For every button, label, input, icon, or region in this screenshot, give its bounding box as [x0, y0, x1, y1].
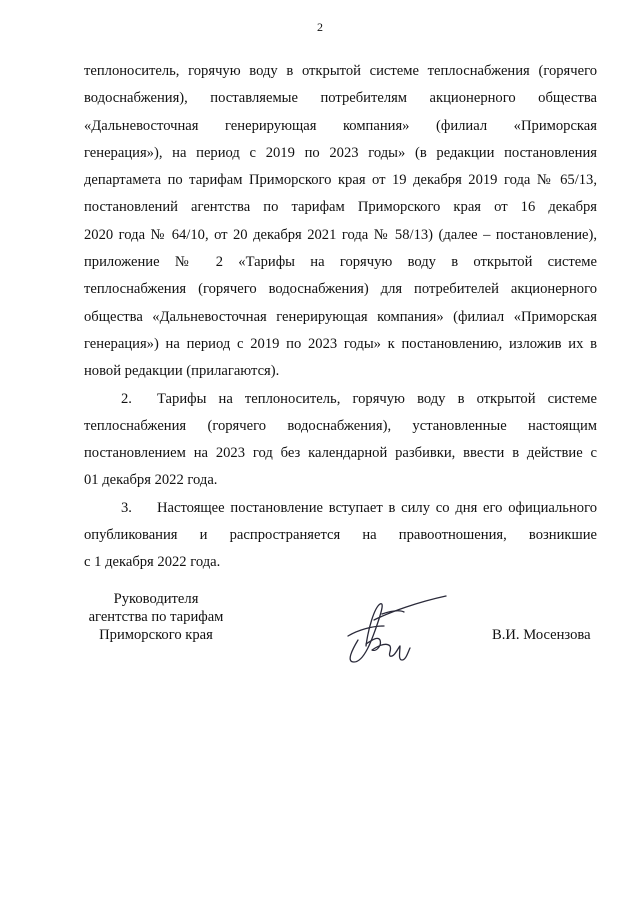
text-line: департамета по тарифам Приморского края от 19 декабря 2019 года № 65/13,	[84, 172, 597, 189]
handwritten-signature-icon	[338, 590, 450, 665]
signer-name: В.И. Мосензова	[492, 627, 591, 643]
text-line	[84, 495, 597, 522]
text-line: водоснабжения), поставляемые потребителям акционерного общества	[84, 90, 597, 107]
text-line: приложение № 2 «Тарифы на горячую воду в открытой системе	[84, 254, 597, 271]
text-line: теплоноситель, горячую воду в открытой системе теплоснабжения (горячего	[84, 63, 597, 79]
text-line: постановлений агентства по тарифам Приморского края от 16 декабря	[84, 199, 597, 216]
signer-title-line: Руководителя	[113, 591, 199, 607]
text-line: теплоснабжения (горячего водоснабжения), установленные настоящим	[84, 417, 597, 434]
signer-title-line: Приморского края	[99, 627, 213, 644]
signer-title	[76, 590, 236, 645]
item-number: 2.	[121, 390, 132, 407]
text-line: общества «Дальневосточная генерирующая компания» (филиал «Приморская	[84, 308, 597, 325]
paragraph-item-2	[84, 386, 597, 495]
item-number: 3.	[121, 499, 132, 516]
text-line	[84, 386, 597, 413]
text-line: генерация»), на период с 2019 по 2023 годы» (в редакции постановления	[84, 144, 597, 161]
document-body	[84, 58, 597, 577]
paragraph-continuation	[84, 58, 597, 386]
page-number: 2	[317, 20, 323, 34]
text-line: с 1 декабря 2022 года.	[84, 554, 221, 571]
signer-title-line: агентства по тарифам	[88, 609, 224, 626]
text-line: теплоснабжения (горячего водоснабжения) для потребителей акционерного	[84, 281, 597, 298]
text-line: опубликования и распространяется на правоотношения, возникшие	[84, 527, 597, 544]
item-text: Тарифы на теплоноситель, горячую воду в открытой системе	[157, 390, 597, 407]
item-text: Настоящее постановление вступает в силу со дня его официального	[157, 499, 597, 516]
text-line: 2020 года № 64/10, от 20 декабря 2021 года № 58/13) (далее – постановление),	[84, 226, 597, 243]
text-line: постановлением на 2023 год без календарной разбивки, ввести в действие с	[84, 445, 597, 462]
text-line: «Дальневосточная генерирующая компания» (филиал «Приморская	[84, 117, 597, 134]
text-line: 01 декабря 2022 года.	[84, 472, 218, 489]
text-line: новой редакции (прилагаются).	[84, 363, 280, 380]
paragraph-item-3	[84, 495, 597, 577]
text-line: генерация») на период с 2019 по 2023 годы» к постановлению, изложив их в	[84, 335, 597, 352]
